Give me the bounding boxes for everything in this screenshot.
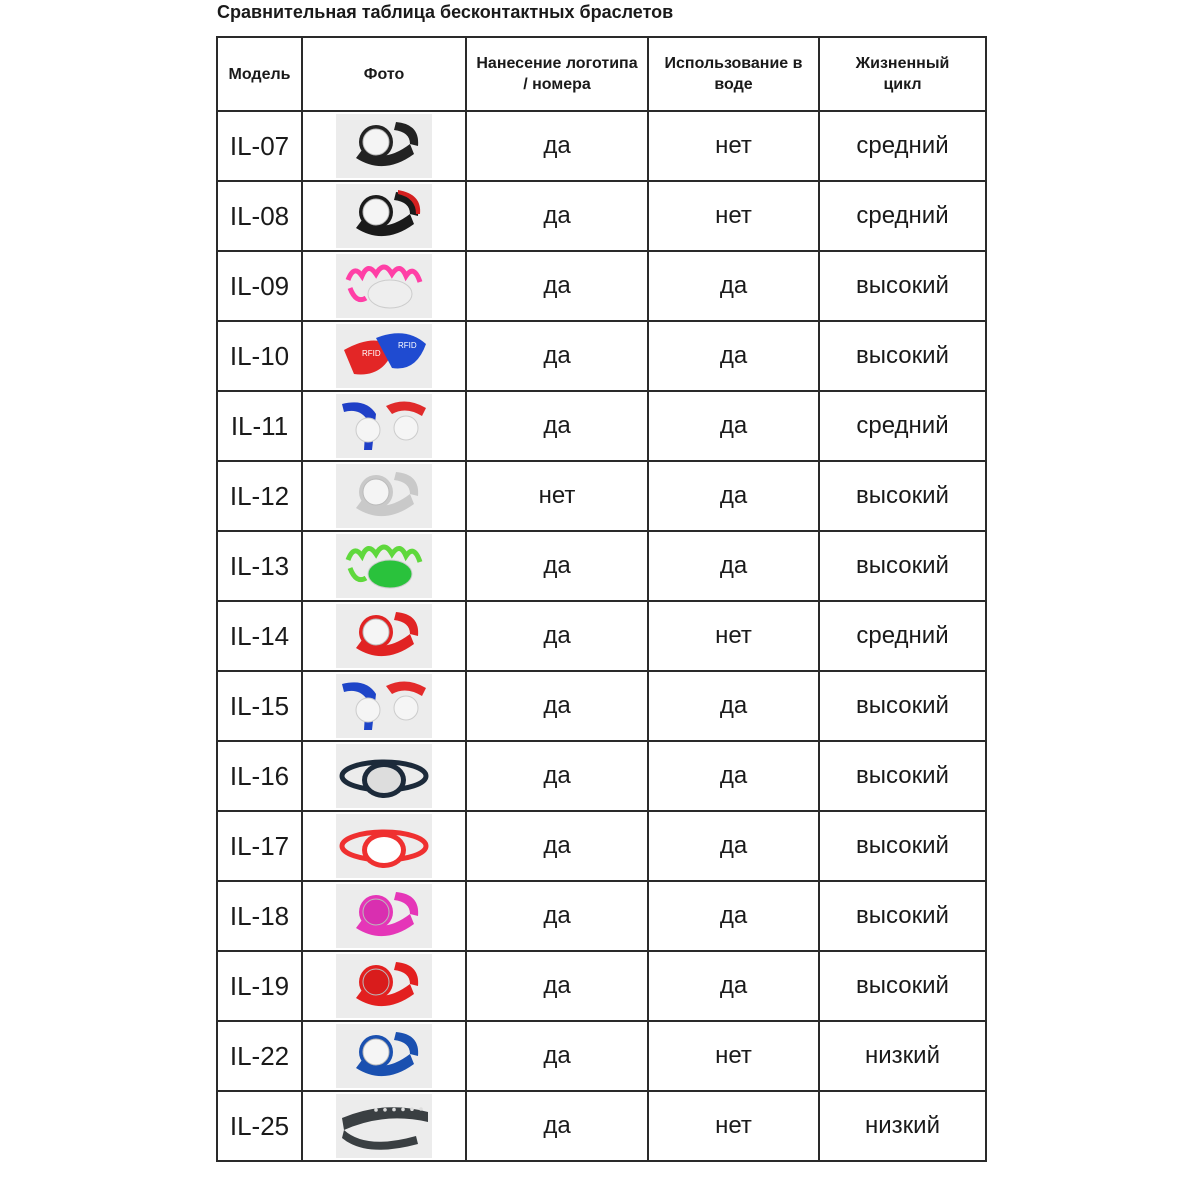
- bracelet-photo: [336, 884, 432, 948]
- logo-cell: да: [466, 111, 648, 181]
- logo-cell: да: [466, 1021, 648, 1091]
- water-cell: да: [648, 531, 819, 601]
- model-cell: IL-07: [217, 111, 302, 181]
- page-title: Сравнительная таблица бесконтактных браслетов: [217, 2, 674, 22]
- model-cell: IL-13: [217, 531, 302, 601]
- table-row: [217, 951, 986, 1021]
- water-cell: да: [648, 951, 819, 1021]
- table-row: [217, 811, 986, 881]
- table-row: [217, 881, 986, 951]
- bracelet-photo: [336, 744, 432, 808]
- comparison-table: [216, 36, 987, 1162]
- life-cell: высокий: [819, 881, 986, 951]
- model-cell: IL-18: [217, 881, 302, 951]
- model-cell: IL-22: [217, 1021, 302, 1091]
- model-cell: IL-25: [217, 1091, 302, 1161]
- model-cell: IL-10: [217, 321, 302, 391]
- logo-cell: да: [466, 391, 648, 461]
- header-water-label: Использование в воде: [664, 55, 803, 93]
- logo-cell: да: [466, 951, 648, 1021]
- model-cell: IL-09: [217, 251, 302, 321]
- photo-cell: [302, 1021, 466, 1091]
- water-cell: нет: [648, 1091, 819, 1161]
- life-cell: низкий: [819, 1021, 986, 1091]
- water-cell: да: [648, 461, 819, 531]
- photo-cell: [302, 251, 466, 321]
- logo-cell: да: [466, 251, 648, 321]
- water-cell: нет: [648, 601, 819, 671]
- table-row: [217, 741, 986, 811]
- photo-cell: [302, 881, 466, 951]
- logo-cell: да: [466, 181, 648, 251]
- header-logo-label: Нанесение логотипа / номера: [476, 55, 638, 93]
- water-cell: да: [648, 251, 819, 321]
- photo-cell: [302, 1091, 466, 1161]
- bracelet-photo: [336, 464, 432, 528]
- table-row: [217, 251, 986, 321]
- svg-text:RFID: RFID: [362, 349, 381, 358]
- table-row: [217, 391, 986, 461]
- model-cell: IL-19: [217, 951, 302, 1021]
- model-cell: IL-11: [217, 391, 302, 461]
- life-cell: высокий: [819, 321, 986, 391]
- model-cell: IL-12: [217, 461, 302, 531]
- bracelet-photo: [336, 604, 432, 668]
- photo-cell: [302, 601, 466, 671]
- table-row: [217, 601, 986, 671]
- header-water: [648, 37, 819, 111]
- life-cell: средний: [819, 391, 986, 461]
- table-row: [217, 461, 986, 531]
- table-row: [217, 1021, 986, 1091]
- life-cell: низкий: [819, 1091, 986, 1161]
- photo-cell: [302, 461, 466, 531]
- header-model: Модель: [217, 37, 302, 111]
- logo-cell: да: [466, 531, 648, 601]
- life-cell: высокий: [819, 671, 986, 741]
- logo-cell: да: [466, 601, 648, 671]
- photo-cell: [302, 741, 466, 811]
- header-life-label: Жизненный цикл: [855, 55, 950, 93]
- water-cell: да: [648, 671, 819, 741]
- life-cell: высокий: [819, 811, 986, 881]
- model-cell: IL-08: [217, 181, 302, 251]
- table-row: [217, 1091, 986, 1161]
- photo-cell: [302, 321, 466, 391]
- bracelet-photo: [336, 394, 432, 458]
- model-cell: IL-15: [217, 671, 302, 741]
- logo-cell: да: [466, 881, 648, 951]
- header-photo: Фото: [302, 37, 466, 111]
- life-cell: высокий: [819, 251, 986, 321]
- table-row: [217, 671, 986, 741]
- water-cell: да: [648, 321, 819, 391]
- photo-cell: [302, 111, 466, 181]
- header-life: [819, 37, 986, 111]
- life-cell: средний: [819, 181, 986, 251]
- bracelet-photo: [336, 254, 432, 318]
- table-row: [217, 531, 986, 601]
- life-cell: высокий: [819, 461, 986, 531]
- logo-cell: да: [466, 811, 648, 881]
- table-row: [217, 321, 986, 391]
- header-logo: [466, 37, 648, 111]
- bracelet-photo: [336, 184, 432, 248]
- water-cell: нет: [648, 111, 819, 181]
- logo-cell: нет: [466, 461, 648, 531]
- header-row: [217, 37, 986, 111]
- bracelet-photo: [336, 534, 432, 598]
- logo-cell: да: [466, 1091, 648, 1161]
- bracelet-photo: [336, 954, 432, 1018]
- life-cell: высокий: [819, 531, 986, 601]
- photo-cell: [302, 181, 466, 251]
- water-cell: да: [648, 811, 819, 881]
- photo-cell: [302, 391, 466, 461]
- water-cell: да: [648, 741, 819, 811]
- bracelet-photo: [336, 114, 432, 178]
- logo-cell: да: [466, 321, 648, 391]
- water-cell: нет: [648, 181, 819, 251]
- photo-cell: [302, 531, 466, 601]
- water-cell: да: [648, 881, 819, 951]
- table-row: [217, 181, 986, 251]
- model-cell: IL-14: [217, 601, 302, 671]
- water-cell: да: [648, 391, 819, 461]
- bracelet-photo: [336, 1094, 432, 1158]
- logo-cell: да: [466, 671, 648, 741]
- life-cell: средний: [819, 601, 986, 671]
- svg-text:RFID: RFID: [398, 341, 417, 350]
- model-cell: IL-17: [217, 811, 302, 881]
- bracelet-photo: [336, 814, 432, 878]
- bracelet-photo: [336, 324, 432, 388]
- photo-cell: [302, 951, 466, 1021]
- logo-cell: да: [466, 741, 648, 811]
- photo-cell: [302, 811, 466, 881]
- life-cell: средний: [819, 111, 986, 181]
- bracelet-photo: [336, 674, 432, 738]
- table-row: [217, 111, 986, 181]
- water-cell: нет: [648, 1021, 819, 1091]
- photo-cell: [302, 671, 466, 741]
- life-cell: высокий: [819, 951, 986, 1021]
- life-cell: высокий: [819, 741, 986, 811]
- bracelet-photo: [336, 1024, 432, 1088]
- model-cell: IL-16: [217, 741, 302, 811]
